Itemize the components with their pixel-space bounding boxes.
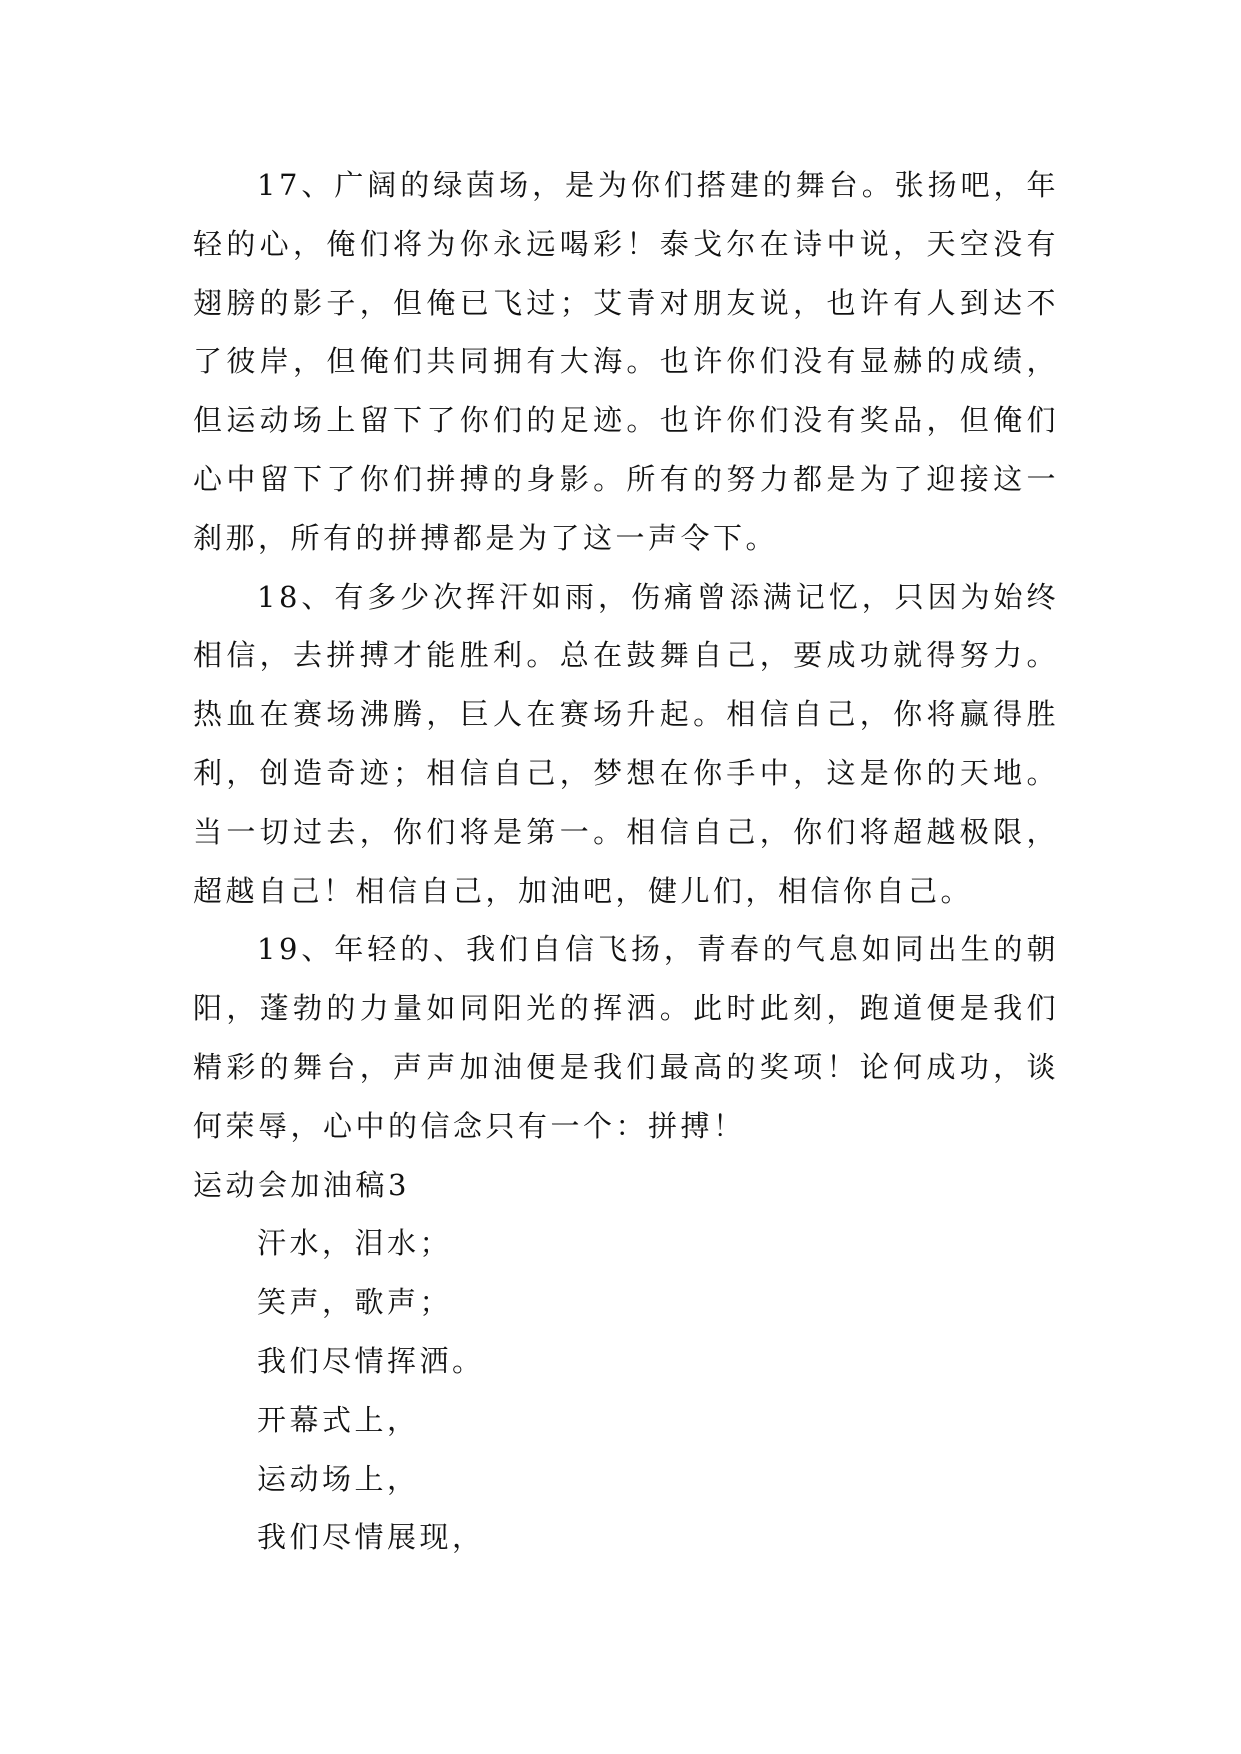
- text-line: 利，创造奇迹；相信自己，梦想在你手中，这是你的天地。: [193, 755, 1059, 790]
- text-line: 19、年轻的、我们自信飞扬，青春的气息如同出生的朝: [257, 932, 1059, 967]
- poem-line: 笑声，歌声；: [257, 1285, 453, 1320]
- text-line: 何荣辱，心中的信念只有一个：拼搏！: [193, 1108, 746, 1143]
- poem-line: 开幕式上，: [257, 1402, 420, 1437]
- text-line: 超越自己！相信自己，加油吧，健儿们，相信你自己。: [193, 873, 974, 908]
- text-line: 了彼岸，但俺们共同拥有大海。也许你们没有显赫的成绩，: [193, 344, 1059, 379]
- text-line: 精彩的舞台，声声加油便是我们最高的奖项！论何成功，谈: [193, 1049, 1059, 1084]
- poem-line: 运动场上，: [257, 1461, 420, 1496]
- poem-line: 我们尽情挥洒。: [257, 1343, 485, 1378]
- text-line: 但运动场上留下了你们的足迹。也许你们没有奖品，但俺们: [193, 403, 1059, 438]
- text-line: 翅膀的影子，但俺已飞过；艾青对朋友说，也许有人到达不: [193, 285, 1059, 320]
- text-line: 阳，蓬勃的力量如同阳光的挥洒。此时此刻，跑道便是我们: [193, 991, 1059, 1026]
- poem: [193, 1214, 1059, 1567]
- text-line: 刹那，所有的拼搏都是为了这一声令下。: [193, 520, 779, 555]
- paragraph-19: [193, 920, 1059, 1155]
- text-line: 18、有多少次挥汗如雨，伤痛曾添满记忆，只因为始终: [257, 579, 1059, 614]
- text-line: 心中留下了你们拼搏的身影。所有的努力都是为了迎接这一: [193, 461, 1059, 496]
- paragraph-17: [193, 156, 1059, 568]
- paragraph-18: [193, 568, 1059, 921]
- text-line: 17、广阔的绿茵场，是为你们搭建的舞台。张扬吧，年: [257, 168, 1059, 202]
- text-line: 当一切过去，你们将是第一。相信自己，你们将超越极限，: [193, 814, 1059, 849]
- poem-line: 我们尽情展现，: [257, 1520, 485, 1555]
- section-heading: 运动会加油稿3: [193, 1167, 410, 1202]
- text-line: 相信，去拼搏才能胜利。总在鼓舞自己，要成功就得努力。: [193, 638, 1059, 673]
- poem-line: 汗水，泪水；: [257, 1226, 453, 1261]
- document-body: [193, 156, 1059, 1567]
- text-line: 热血在赛场沸腾，巨人在赛场升起。相信自己，你将赢得胜: [193, 697, 1059, 732]
- text-line: 轻的心，俺们将为你永远喝彩！泰戈尔在诗中说，天空没有: [193, 226, 1059, 261]
